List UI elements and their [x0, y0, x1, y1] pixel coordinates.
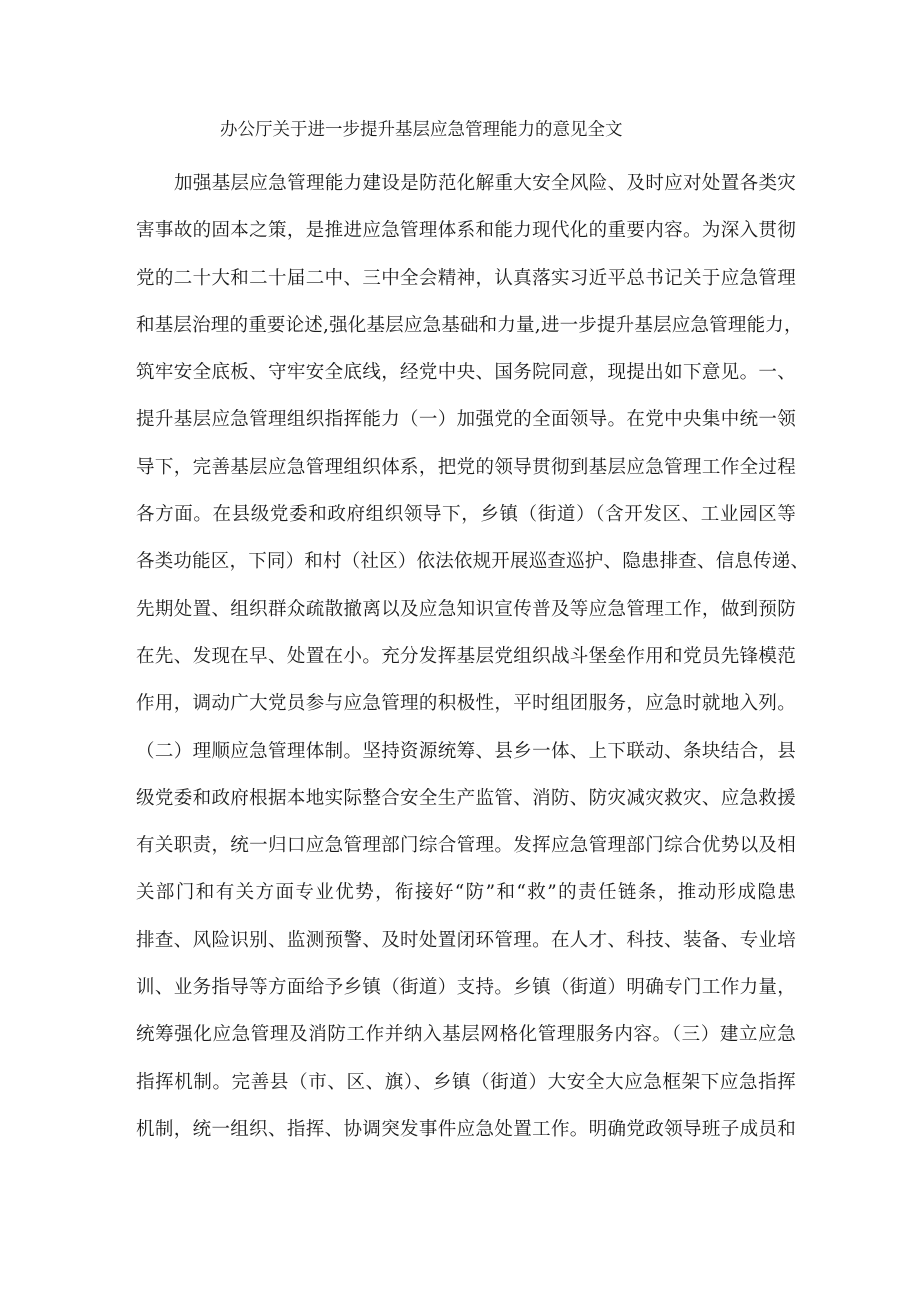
body-line: 加强基层应急管理能力建设是防范化解重大安全风险、及时应对处置各类灾 [174, 173, 796, 194]
body-line: （二）理顺应急管理体制。坚持资源统筹、县乡一体、上下联动、条块结合，县 [136, 740, 796, 762]
body-line: 害事故的固本之策，是推进应急管理体系和能力现代化的重要内容。为深入贯彻 [136, 220, 796, 242]
body-line: 有关职责，统一归口应急管理部门综合管理。发挥应急管理部门综合优势以及相 [136, 835, 796, 857]
body-line: 在先、发现在早、处置在小。充分发挥基层党组织战斗堡垒作用和党员先锋模范 [136, 645, 796, 667]
body-line: 筑牢安全底板、守牢安全底线，经党中央、国务院同意，现提出如下意见。一、 [136, 362, 796, 384]
body-line: 先期处置、组织群众疏散撤离以及应急知识宣传普及等应急管理工作，做到预防 [136, 598, 796, 620]
document-title: 办公厅关于进一步提升基层应急管理能力的意见全文 [220, 120, 623, 140]
body-line: 各类功能区，下同）和村（社区）依法依规开展巡查巡护、隐患排查、信息传递、 [136, 551, 810, 573]
body-line: 指挥机制。完善县（市、区、旗）、乡镇（街道）大安全大应急框架下应急指挥 [136, 1071, 796, 1093]
body-line: 各方面。在县级党委和政府组织领导下，乡镇（街道）（含开发区、工业园区等 [136, 504, 796, 526]
document-body [136, 160, 810, 1153]
body-line: 排查、风险识别、监测预警、及时处置闭环管理。在人才、科技、装备、专业培 [136, 929, 796, 951]
body-line: 党的二十大和二十届二中、三中全会精神，认真落实习近平总书记关于应急管理 [136, 267, 796, 289]
body-line: 导下，完善基层应急管理组织体系，把党的领导贯彻到基层应急管理工作全过程 [136, 456, 796, 478]
body-line: 提升基层应急管理组织指挥能力（一）加强党的全面领导。在党中央集中统一领 [136, 409, 796, 431]
body-line: 级党委和政府根据本地实际整合安全生产监管、消防、防灾减灾救灾、应急救援 [136, 787, 796, 809]
body-line: 作用，调动广大党员参与应急管理的积极性，平时组团服务，应急时就地入列。 [136, 693, 796, 715]
body-line: 关部门和有关方面专业优势，衔接好“防”和“救”的责任链条，推动形成隐患 [136, 882, 796, 904]
body-line: 训、业务指导等方面给予乡镇（街道）支持。乡镇（街道）明确专门工作力量， [136, 977, 796, 999]
body-line: 机制，统一组织、指挥、协调突发事件应急处置工作。明确党政领导班子成员和 [136, 1118, 796, 1140]
body-line: 统筹强化应急管理及消防工作并纳入基层网格化管理服务内容。（三）建立应急 [136, 1024, 796, 1046]
body-line: 和基层治理的重要论述,强化基层应急基础和力量,进一步提升基层应急管理能力， [136, 314, 803, 336]
